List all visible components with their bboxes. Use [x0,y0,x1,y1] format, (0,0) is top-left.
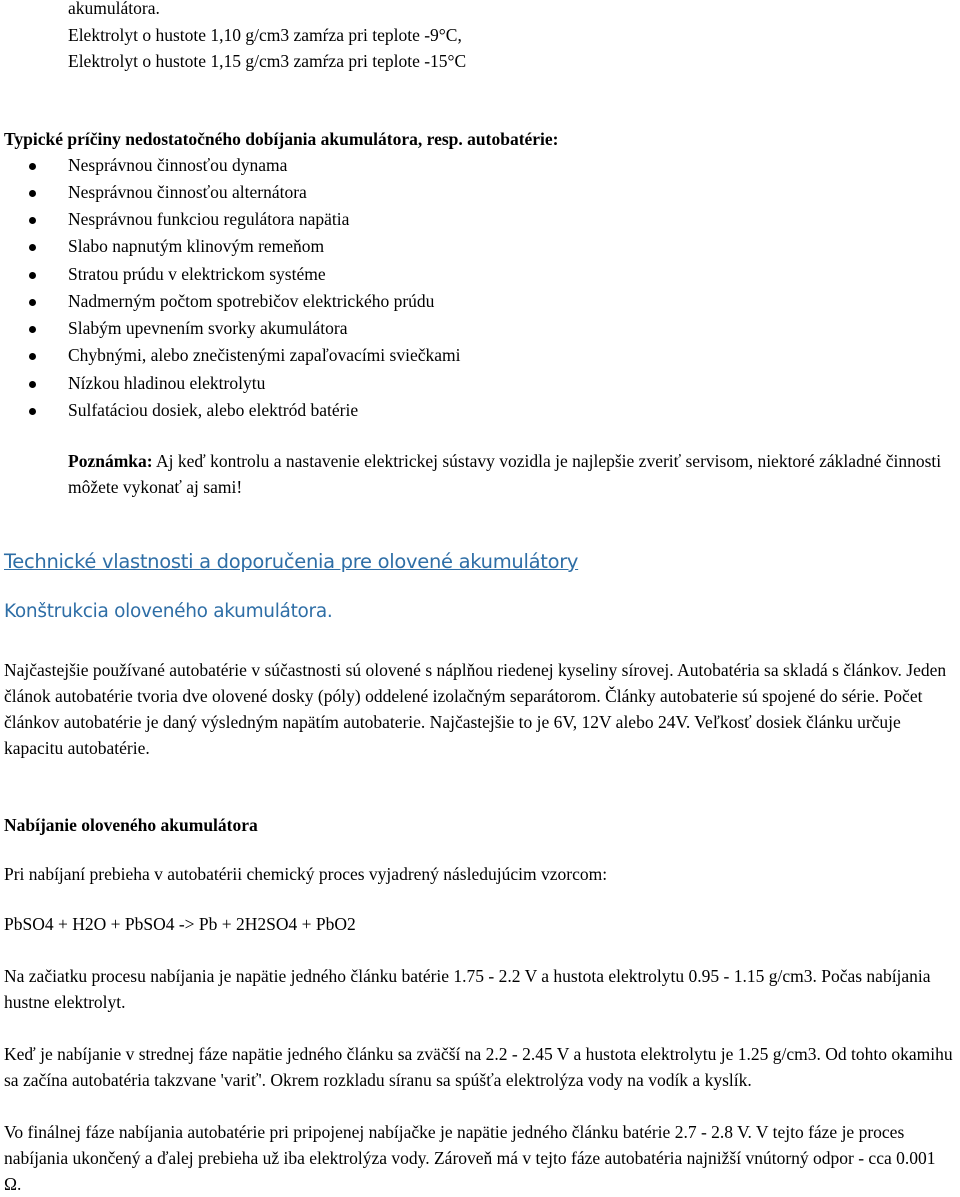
intro-line-2: Elektrolyt o hustote 1,10 g/cm3 zamŕza pri teplote -9°C, [68,25,462,45]
list-item [0,266,960,286]
construction-paragraph: Najčastejšie používané autobatérie v súčastnosti sú olovené s náplňou riedenej kyseliny sírovej. Autobatéria sa skladá s článkov. Jeden článok autobatérie tvoria dve olovené dosky (póly) oddelené izolačným separátorom. Články autobaterie sú spojené do série. Počet článkov autobatérie je daný výsledným napätím autobaterie. Najčastejšie to je 6V, 12V alebo 24V. Veľkosť dosiek článku určuje kapacitu autobatérie. [4,660,947,758]
bullet-icon [29,190,36,197]
list-item [0,320,960,340]
bullet-icon [29,353,36,360]
list-item-text: Nízkou hladinou elektrolytu [68,373,266,393]
list-item-text: Sulfatáciou dosiek, alebo elektród batérie [68,400,359,420]
intro-line-3: Elektrolyt o hustote 1,15 g/cm3 zamŕza pri teplote -15°C [68,51,467,71]
causes-heading: Typické príčiny nedostatočného dobíjania akumulátora, resp. autobatérie: [4,129,559,149]
list-item [0,184,960,204]
charging-intro: Pri nabíjaní prebieha v autobatérii chemický proces vyjadrený následujúcim vzorcom: [4,864,608,884]
bullet-icon [29,217,36,224]
charging-paragraph-2: Keď je nabíjanie v strednej fáze napätie jedného článku sa zväčší na 2.2 - 2.45 V a hustota elektrolytu je 1.25 g/cm3. Od tohto okamihu sa začína autobatéria takzvane 'variť'. Okrem rozkladu síranu sa spúšťa elektrolýza vody na vodík a kyslík. [4,1044,953,1090]
list-item-text: Nesprávnou činnosťou alternátora [68,182,307,202]
section-title-link[interactable]: Technické vlastnosti a doporučenia pre olovené akumulátory [4,550,579,573]
list-item [0,293,960,313]
list-item [0,238,960,258]
note-text: Aj keď kontrolu a nastavenie elektrickej sústavy vozidla je najlepšie zveriť servisom, niektoré základné činnosti môžete vykonať aj sami! [68,451,942,497]
list-item-text: Nadmerným počtom spotrebičov elektrického prúdu [68,291,435,311]
charging-paragraph-3: Vo finálnej fáze nabíjania autobatérie pri pripojenej nabíjačke je napätie jedného článku batérie 2.7 - 2.8 V. V tejto fáze je proces nabíjania ukončený a ďalej prebieha už iba elektrolýza vody. Zároveň má v tejto fáze autobatéria najnižší vnútorný odpor - cca 0.001 Ω. [4,1122,936,1194]
list-item-text: Nesprávnou funkciou regulátora napätia [68,209,350,229]
list-item-text: Nesprávnou činnosťou dynama [68,155,288,175]
bullet-icon [29,163,36,170]
bullet-icon [29,299,36,306]
bullet-icon [29,408,36,415]
bullet-icon [29,244,36,251]
list-item [0,347,960,367]
list-item [0,157,960,177]
bullet-icon [29,326,36,333]
list-item [0,375,960,395]
list-item-text: Chybnými, alebo znečistenými zapaľovacími sviečkami [68,345,461,365]
bullet-icon [29,272,36,279]
note-paragraph [68,448,960,500]
charging-paragraph-1: Na začiatku procesu nabíjania je napätie jedného článku batérie 1.75 - 2.2 V a hustota elektrolytu 0.95 - 1.15 g/cm3. Počas nabíjania hustne elektrolyt. [4,966,931,1012]
list-item-text: Slabo napnutým klinovým remeňom [68,236,325,256]
list-item-text: Slabým upevnením svorky akumulátora [68,318,348,338]
bullet-icon [29,381,36,388]
chemical-formula: PbSO4 + H2O + PbSO4 -> Pb + 2H2SO4 + PbO2 [4,914,356,934]
section-subtitle: Konštrukcia oloveného akumulátora. [4,601,333,622]
charging-heading: Nabíjanie oloveného akumulátora [4,815,258,835]
note-label: Poznámka: [68,451,153,471]
list-item [0,211,960,231]
intro-line-1: akumulátora. [68,0,160,18]
list-item-text: Stratou prúdu v elektrickom systéme [68,264,326,284]
list-item [0,402,960,422]
